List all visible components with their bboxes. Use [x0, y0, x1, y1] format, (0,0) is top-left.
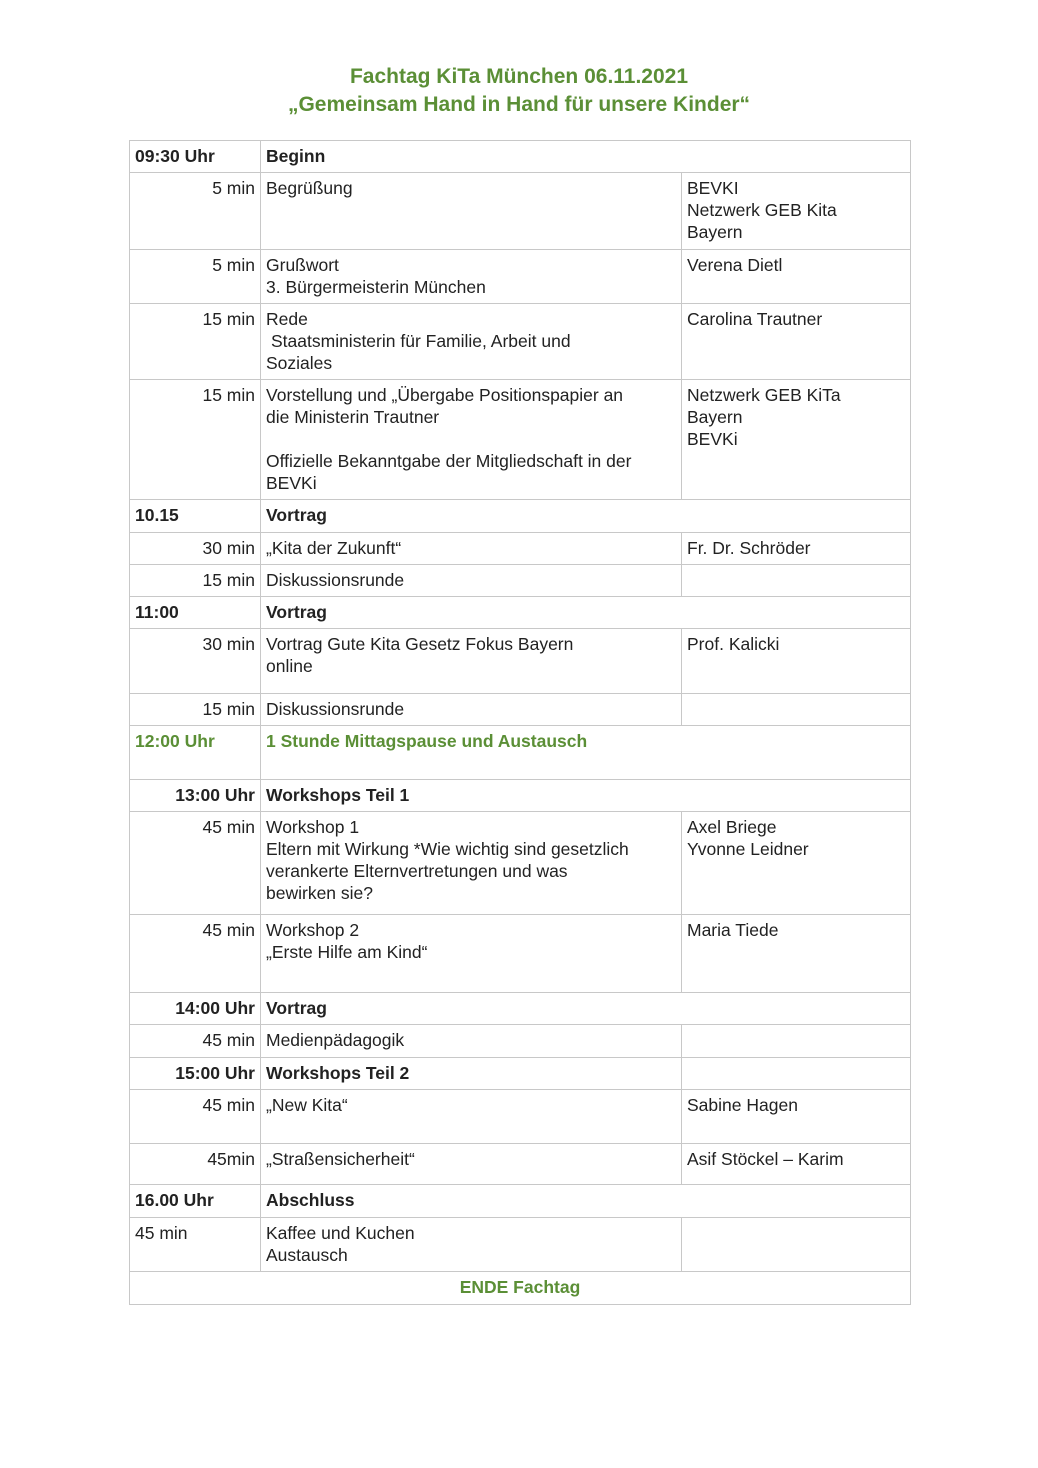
- item-description: [261, 304, 682, 380]
- item-speaker: [682, 812, 911, 915]
- item-duration: 15 min: [130, 304, 261, 380]
- item-speaker: [682, 1058, 911, 1090]
- document-subtitle: „Gemeinsam Hand in Hand für unsere Kinder“: [287, 93, 751, 116]
- section-topic: Abschluss: [261, 1185, 911, 1218]
- item-speaker: [682, 250, 911, 304]
- agenda-item-row: [130, 1144, 911, 1185]
- section-topic: Workshops Teil 1: [261, 780, 911, 812]
- item-line: „Straßensicherheit“: [266, 1149, 415, 1169]
- item-line: bewirken sie?: [266, 883, 373, 903]
- item-duration: 45min: [130, 1144, 261, 1185]
- agenda-table: [129, 140, 911, 1305]
- item-duration: 45 min: [130, 915, 261, 993]
- section-time: 12:00 Uhr: [130, 726, 261, 780]
- document-title: Fachtag KiTa München 06.11.2021: [349, 65, 689, 88]
- section-row: [130, 141, 911, 173]
- item-line: Medienpädagogik: [266, 1030, 405, 1050]
- section-row: [130, 1185, 911, 1218]
- item-description: [261, 380, 682, 500]
- agenda-item-row: [130, 250, 911, 304]
- speaker-line: Netzwerk GEB KiTa: [687, 385, 841, 405]
- item-description: [261, 1144, 682, 1185]
- item-line: Rede: [266, 309, 308, 329]
- agenda-item-row: [130, 173, 911, 250]
- agenda-item-row: [130, 533, 911, 565]
- speaker-line: Yvonne Leidner: [687, 839, 809, 859]
- item-duration: 30 min: [130, 533, 261, 565]
- speaker-line: Prof. Kalicki: [687, 634, 780, 654]
- section-time: 11:00: [130, 597, 261, 629]
- section-time: 15:00 Uhr: [130, 1058, 261, 1090]
- item-duration: 15 min: [130, 565, 261, 597]
- speaker-line: Fr. Dr. Schröder: [687, 538, 811, 558]
- speaker-line: BEVKI: [687, 178, 739, 198]
- section-topic: Beginn: [261, 141, 911, 173]
- item-line: „Kita der Zukunft“: [266, 538, 402, 558]
- item-line: verankerte Elternvertretungen und was: [266, 861, 568, 881]
- speaker-line: BEVKi: [687, 429, 738, 449]
- item-line: Austausch: [266, 1245, 348, 1265]
- item-speaker: [682, 1144, 911, 1185]
- item-duration: 45 min: [130, 1218, 261, 1272]
- item-description: [261, 533, 682, 565]
- section-topic: Vortrag: [261, 993, 911, 1025]
- item-line: Workshop 1: [266, 817, 360, 837]
- item-line: „New Kita“: [266, 1095, 348, 1115]
- end-label: ENDE Fachtag: [130, 1272, 911, 1305]
- item-line: online: [266, 656, 313, 676]
- section-topic: Workshops Teil 2: [261, 1058, 682, 1090]
- item-line: Vortrag Gute Kita Gesetz Fokus Bayern: [266, 634, 574, 654]
- item-line: die Ministerin Trautner: [266, 407, 440, 427]
- item-duration: 15 min: [130, 380, 261, 500]
- section-topic: Vortrag: [261, 597, 911, 629]
- section-row: [130, 780, 911, 812]
- item-duration: 5 min: [130, 173, 261, 250]
- section-time: 10.15: [130, 500, 261, 533]
- item-line: Diskussionsrunde: [266, 699, 405, 719]
- lunch-break-row: [130, 726, 911, 780]
- item-description: [261, 565, 682, 597]
- agenda-item-row: [130, 565, 911, 597]
- item-speaker: [682, 380, 911, 500]
- agenda-item-row: [130, 915, 911, 993]
- speaker-line: Maria Tiede: [687, 920, 779, 940]
- section-row: [130, 500, 911, 533]
- item-line: Diskussionsrunde: [266, 570, 405, 590]
- agenda-item-row: [130, 1025, 911, 1058]
- item-line: „Erste Hilfe am Kind“: [266, 942, 428, 962]
- item-description: [261, 812, 682, 915]
- item-line: Offizielle Bekanntgabe der Mitgliedschaft in der: [266, 451, 632, 471]
- item-line: Kaffee und Kuchen: [266, 1223, 415, 1243]
- section-time: 13:00 Uhr: [130, 780, 261, 812]
- item-line: 3. Bürgermeisterin München: [266, 277, 486, 297]
- item-duration: 45 min: [130, 1090, 261, 1144]
- section-topic: 1 Stunde Mittagspause und Austausch: [261, 726, 911, 780]
- item-speaker: [682, 1090, 911, 1144]
- speaker-line: Netzwerk GEB Kita: [687, 200, 837, 220]
- section-time: 16.00 Uhr: [130, 1185, 261, 1218]
- item-line: Grußwort: [266, 255, 339, 275]
- item-line: Vorstellung und „Übergabe Positionspapier an: [266, 385, 624, 405]
- item-description: [261, 1025, 682, 1058]
- speaker-line: Bayern: [687, 407, 743, 427]
- agenda-item-row: [130, 629, 911, 694]
- item-line: [266, 428, 676, 450]
- section-row: [130, 1058, 911, 1090]
- item-line: BEVKi: [266, 473, 317, 493]
- item-description: [261, 629, 682, 694]
- section-topic: Vortrag: [261, 500, 911, 533]
- speaker-line: Carolina Trautner: [687, 309, 823, 329]
- item-duration: 5 min: [130, 250, 261, 304]
- item-speaker: [682, 629, 911, 694]
- agenda-item-row: [130, 304, 911, 380]
- item-speaker: [682, 304, 911, 380]
- agenda-item-row: [130, 812, 911, 915]
- item-description: [261, 1218, 682, 1272]
- item-duration: 15 min: [130, 694, 261, 726]
- item-description: [261, 915, 682, 993]
- item-speaker: [682, 1025, 911, 1058]
- speaker-line: Sabine Hagen: [687, 1095, 798, 1115]
- item-speaker: [682, 915, 911, 993]
- item-line: Staatsministerin für Familie, Arbeit und: [271, 331, 571, 351]
- section-time: 09:30 Uhr: [130, 141, 261, 173]
- item-duration: 30 min: [130, 629, 261, 694]
- item-description: [261, 694, 682, 726]
- item-line: Soziales: [266, 353, 333, 373]
- speaker-line: Bayern: [687, 222, 743, 242]
- section-row: [130, 993, 911, 1025]
- item-description: [261, 1090, 682, 1144]
- item-line: Eltern mit Wirkung *Wie wichtig sind gesetzlich: [266, 839, 629, 859]
- item-speaker: [682, 1218, 911, 1272]
- item-speaker: [682, 533, 911, 565]
- agenda-item-row: [130, 1090, 911, 1144]
- footer-row: [130, 1272, 911, 1305]
- item-duration: 45 min: [130, 812, 261, 915]
- item-line: Workshop 2: [266, 920, 360, 940]
- item-speaker: [682, 694, 911, 726]
- section-time: 14:00 Uhr: [130, 993, 261, 1025]
- item-duration: 45 min: [130, 1025, 261, 1058]
- section-row: [130, 597, 911, 629]
- item-description: [261, 250, 682, 304]
- item-line: Begrüßung: [266, 178, 353, 198]
- agenda-item-row: [130, 380, 911, 500]
- agenda-item-row: [130, 694, 911, 726]
- item-speaker: [682, 173, 911, 250]
- item-description: [261, 173, 682, 250]
- item-speaker: [682, 565, 911, 597]
- speaker-line: Axel Briege: [687, 817, 777, 837]
- speaker-line: Verena Dietl: [687, 255, 783, 275]
- agenda-item-row: [130, 1218, 911, 1272]
- speaker-line: Asif Stöckel – Karim: [687, 1149, 844, 1169]
